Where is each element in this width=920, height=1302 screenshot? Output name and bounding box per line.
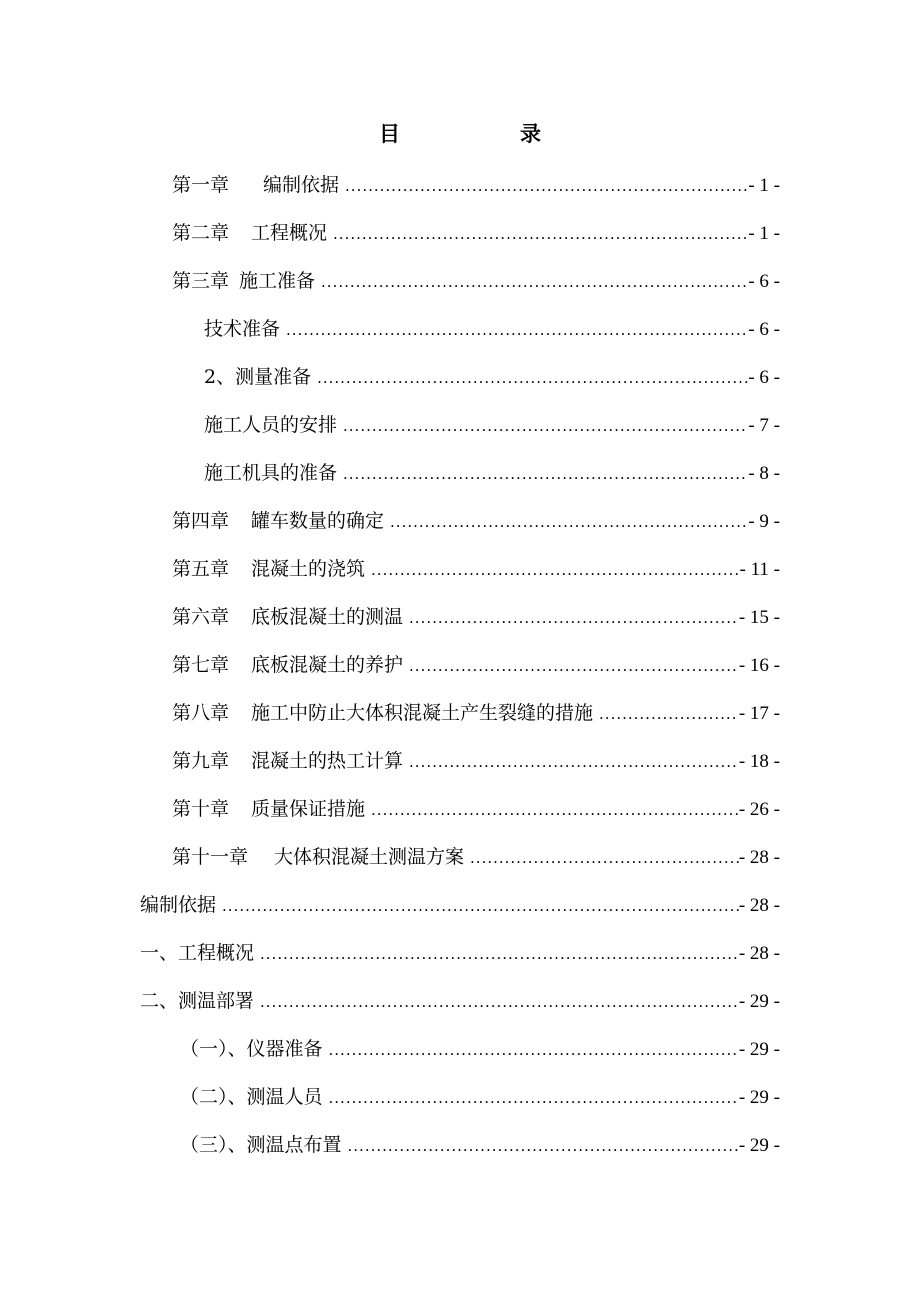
dot-leader [286,315,748,345]
toc-entry-title: 编制依据 [140,894,217,916]
dot-leader [333,219,748,249]
toc-entry-title: 底板混凝土的养护 [251,654,404,676]
dot-leader [343,411,748,441]
toc-page-number: - 15 - [738,607,780,628]
toc-entry-title: （一）、仪器准备 [180,1038,323,1060]
toc-entry-ch2[interactable] [172,218,780,248]
dot-leader [371,555,740,585]
toc-chapter-number: 第八章 [172,702,230,724]
toc-entry-staffing[interactable] [204,410,780,440]
toc-chapter-number: 第十一章 [172,846,249,868]
toc-page-number: - 1 - [748,175,780,196]
toc-entry-ch3[interactable] [172,266,780,296]
toc-entry-title: 施工中防止大体积混凝土产生裂缝的措施 [251,702,594,724]
toc-title [0,118,920,148]
dot-leader [409,651,739,681]
toc-page-number: - 1 - [748,223,780,244]
toc-chapter-number: 第一章 [172,174,230,196]
toc-chapter-number: 第六章 [172,606,230,628]
toc-entry-title: 施工机具的准备 [204,462,338,484]
toc-entry-ch5[interactable] [172,554,780,584]
dot-leader [260,987,739,1017]
toc-page-number: - 29 - [738,1135,780,1156]
toc-page-number: - 17 - [738,703,780,724]
dot-leader [348,1131,739,1161]
dot-leader [343,459,748,489]
toc-entry-title: （二）、测温人员 [180,1086,323,1108]
toc-entry-title: 技术准备 [204,318,281,340]
toc-chapter-number: 第十章 [172,798,230,820]
dot-leader [409,603,739,633]
toc-page-number: - 11 - [739,559,780,580]
toc-entry-overview[interactable] [140,938,780,968]
toc-page-number: - 16 - [738,655,780,676]
toc-entry-title: 混凝土的浇筑 [251,558,366,580]
toc-entry-ch8[interactable] [172,698,780,728]
toc-page-number: - 28 - [738,895,780,916]
toc-entry-title: 2、测量准备 [204,366,312,388]
toc-entry-temp-deployment[interactable] [140,986,780,1016]
toc-entry-ch7[interactable] [172,650,780,680]
toc-entry-title: 混凝土的热工计算 [251,750,404,772]
toc-entry-title: 大体积混凝土测温方案 [274,846,465,868]
toc-page-number: - 29 - [738,1039,780,1060]
toc-page-number: - 28 - [738,943,780,964]
toc-entry-temp-staff[interactable] [180,1082,780,1112]
dot-leader [599,699,739,729]
toc-chapter-number: 第九章 [172,750,230,772]
dot-leader [317,363,748,393]
toc-entry-title: 二、测温部署 [140,990,255,1012]
dot-leader [371,795,739,825]
dot-leader [409,747,739,777]
toc-chapter-number: 第四章 [172,510,230,532]
dot-leader [329,1035,739,1065]
toc-entry-title: 质量保证措施 [251,798,366,820]
dot-leader [470,843,739,873]
toc-entry-ch9[interactable] [172,746,780,776]
toc-entry-title: （三）、测温点布置 [180,1134,342,1156]
toc-page-number: - 28 - [738,847,780,868]
toc-page-number: - 29 - [738,991,780,1012]
toc-entry-ch1[interactable] [172,170,780,200]
dot-leader [329,1083,739,1113]
toc-title-right: 录 [520,121,541,146]
toc-entry-title: 编制依据 [263,174,340,196]
toc-entry-survey-prep[interactable] [204,362,780,392]
dot-leader [222,891,739,921]
toc-entry-title: 底板混凝土的测温 [251,606,404,628]
toc-page-number: - 26 - [738,799,780,820]
dot-leader [260,939,739,969]
toc-page-number: - 6 - [748,319,780,340]
toc-page-number: - 7 - [748,415,780,436]
toc-entry-measure-points[interactable] [180,1130,780,1160]
toc-entry-equipment[interactable] [204,458,780,488]
toc-page-number: - 8 - [748,463,780,484]
toc-chapter-number: 第七章 [172,654,230,676]
toc-entry-title: 施工人员的安排 [204,414,338,436]
toc-page-number: - 18 - [738,751,780,772]
toc-page-number: - 29 - [738,1087,780,1108]
toc-page-number: - 6 - [748,271,780,292]
toc-chapter-number: 第二章 [172,222,230,244]
toc-entry-title: 工程概况 [251,222,328,244]
toc-entry-ch4[interactable] [172,506,780,536]
toc-page-number: - 9 - [748,511,780,532]
toc-entry-ch6[interactable] [172,602,780,632]
toc-page-number: - 6 - [748,367,780,388]
toc-chapter-number: 第五章 [172,558,230,580]
dot-leader [390,507,748,537]
toc-entry-technical-prep[interactable] [204,314,780,344]
toc-title-left: 目 [379,121,400,146]
toc-entry-title: 罐车数量的确定 [251,510,385,532]
toc-chapter-number: 第三章 [172,270,230,292]
toc-entry-ch10[interactable] [172,794,780,824]
toc-entry-basis[interactable] [140,890,780,920]
toc-entry-title: 施工准备 [239,270,316,292]
toc-entry-title: 一、工程概况 [140,942,255,964]
dot-leader [321,267,748,297]
dot-leader [345,171,748,201]
toc-entry-instrument-prep[interactable] [180,1034,780,1064]
toc-entry-ch11[interactable] [172,842,780,872]
